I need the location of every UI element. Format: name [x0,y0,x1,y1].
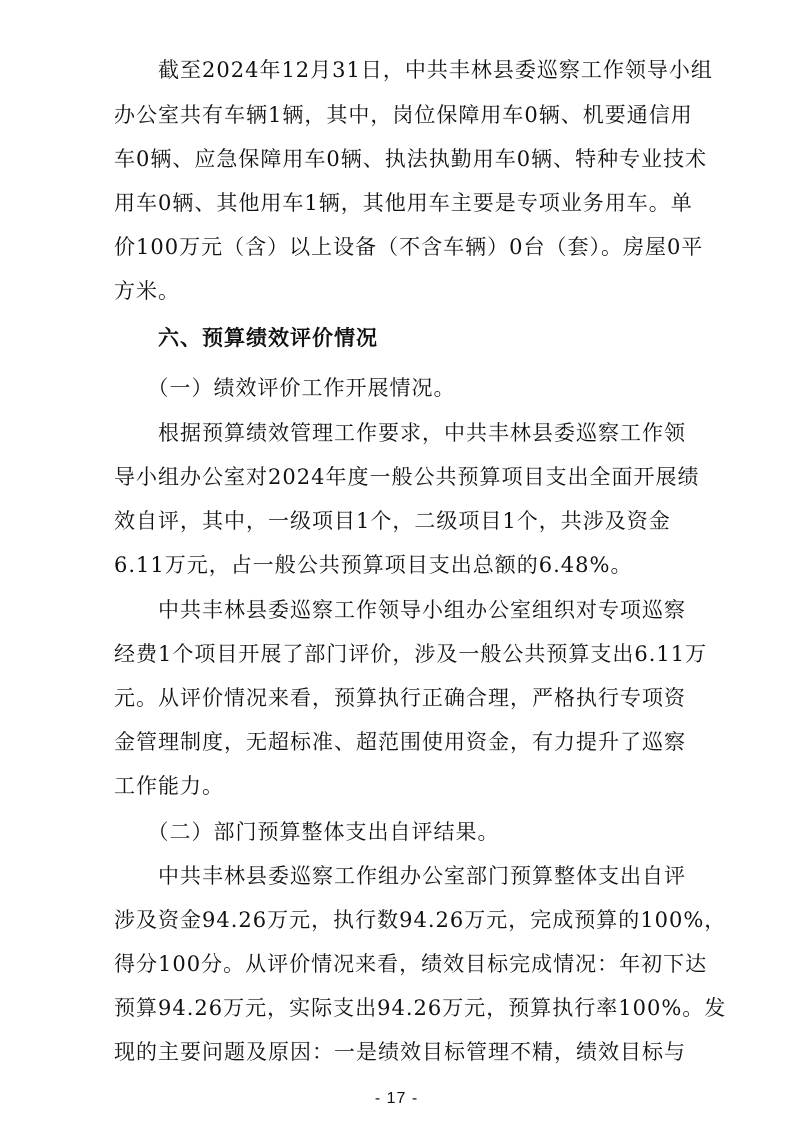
subsection-heading: （二）部门预算整体支出自评结果。 [114,820,500,844]
paragraph-line: 效自评，其中，一级项目1个，二级项目1个，共涉及资金 [114,509,671,533]
paragraph-line: 金管理制度，无超标准、超范围使用资金，有力提升了巡察 [114,730,686,754]
paragraph-line: 现的主要问题及原因：一是绩效目标管理不精，绩效目标与 [114,1040,686,1064]
paragraph-line: 车0辆、应急保障用车0辆、执法执勤用车0辆、特种专业技术 [114,147,708,171]
paragraph-line: 中共丰林县委巡察工作组办公室部门预算整体支出自评 [114,864,686,888]
paragraph-line: 截至2024年12月31日，中共丰林县委巡察工作领导小组 [114,58,713,82]
page-number: - 17 - [374,1090,419,1107]
paragraph-line: 用车0辆、其他用车1辆，其他用车主要是专项业务用车。单 [114,191,693,215]
subsection-heading: （一）绩效评价工作开展情况。 [114,376,456,400]
paragraph-line: 工作能力。 [114,774,224,798]
paragraph-line: 元。从评价情况来看，预算执行正确合理，严格执行专项资 [114,686,686,710]
paragraph-line: 导小组办公室对2024年度一般公共预算项目支出全面开展绩 [114,465,700,489]
paragraph-line: 办公室共有车辆1辆，其中，岗位保障用车0辆、机要通信用 [114,103,693,127]
paragraph-line: 根据预算绩效管理工作要求，中共丰林县委巡察工作领 [114,421,686,445]
paragraph-line: 价100万元（含）以上设备（不含车辆）0台（套）。房屋0平 [114,235,704,259]
paragraph-line: 得分100分。从评价情况来看，绩效目标完成情况：年初下达 [114,952,708,976]
paragraph-line: 方米。 [114,279,180,303]
section-heading: 六、预算绩效评价情况 [114,326,378,350]
paragraph-line: 预算94.26万元，实际支出94.26万元，预算执行率100%。发 [114,996,727,1020]
paragraph-line: 中共丰林县委巡察工作领导小组办公室组织对专项巡察 [114,598,686,622]
paragraph-line: 6.11万元，占一般公共预算项目支出总额的6.48%。 [114,553,633,577]
paragraph-line: 涉及资金94.26万元，执行数94.26万元，完成预算的100%， [114,908,727,932]
paragraph-line: 经费1个项目开展了部门评价，涉及一般公共预算支出6.11万 [114,642,708,666]
